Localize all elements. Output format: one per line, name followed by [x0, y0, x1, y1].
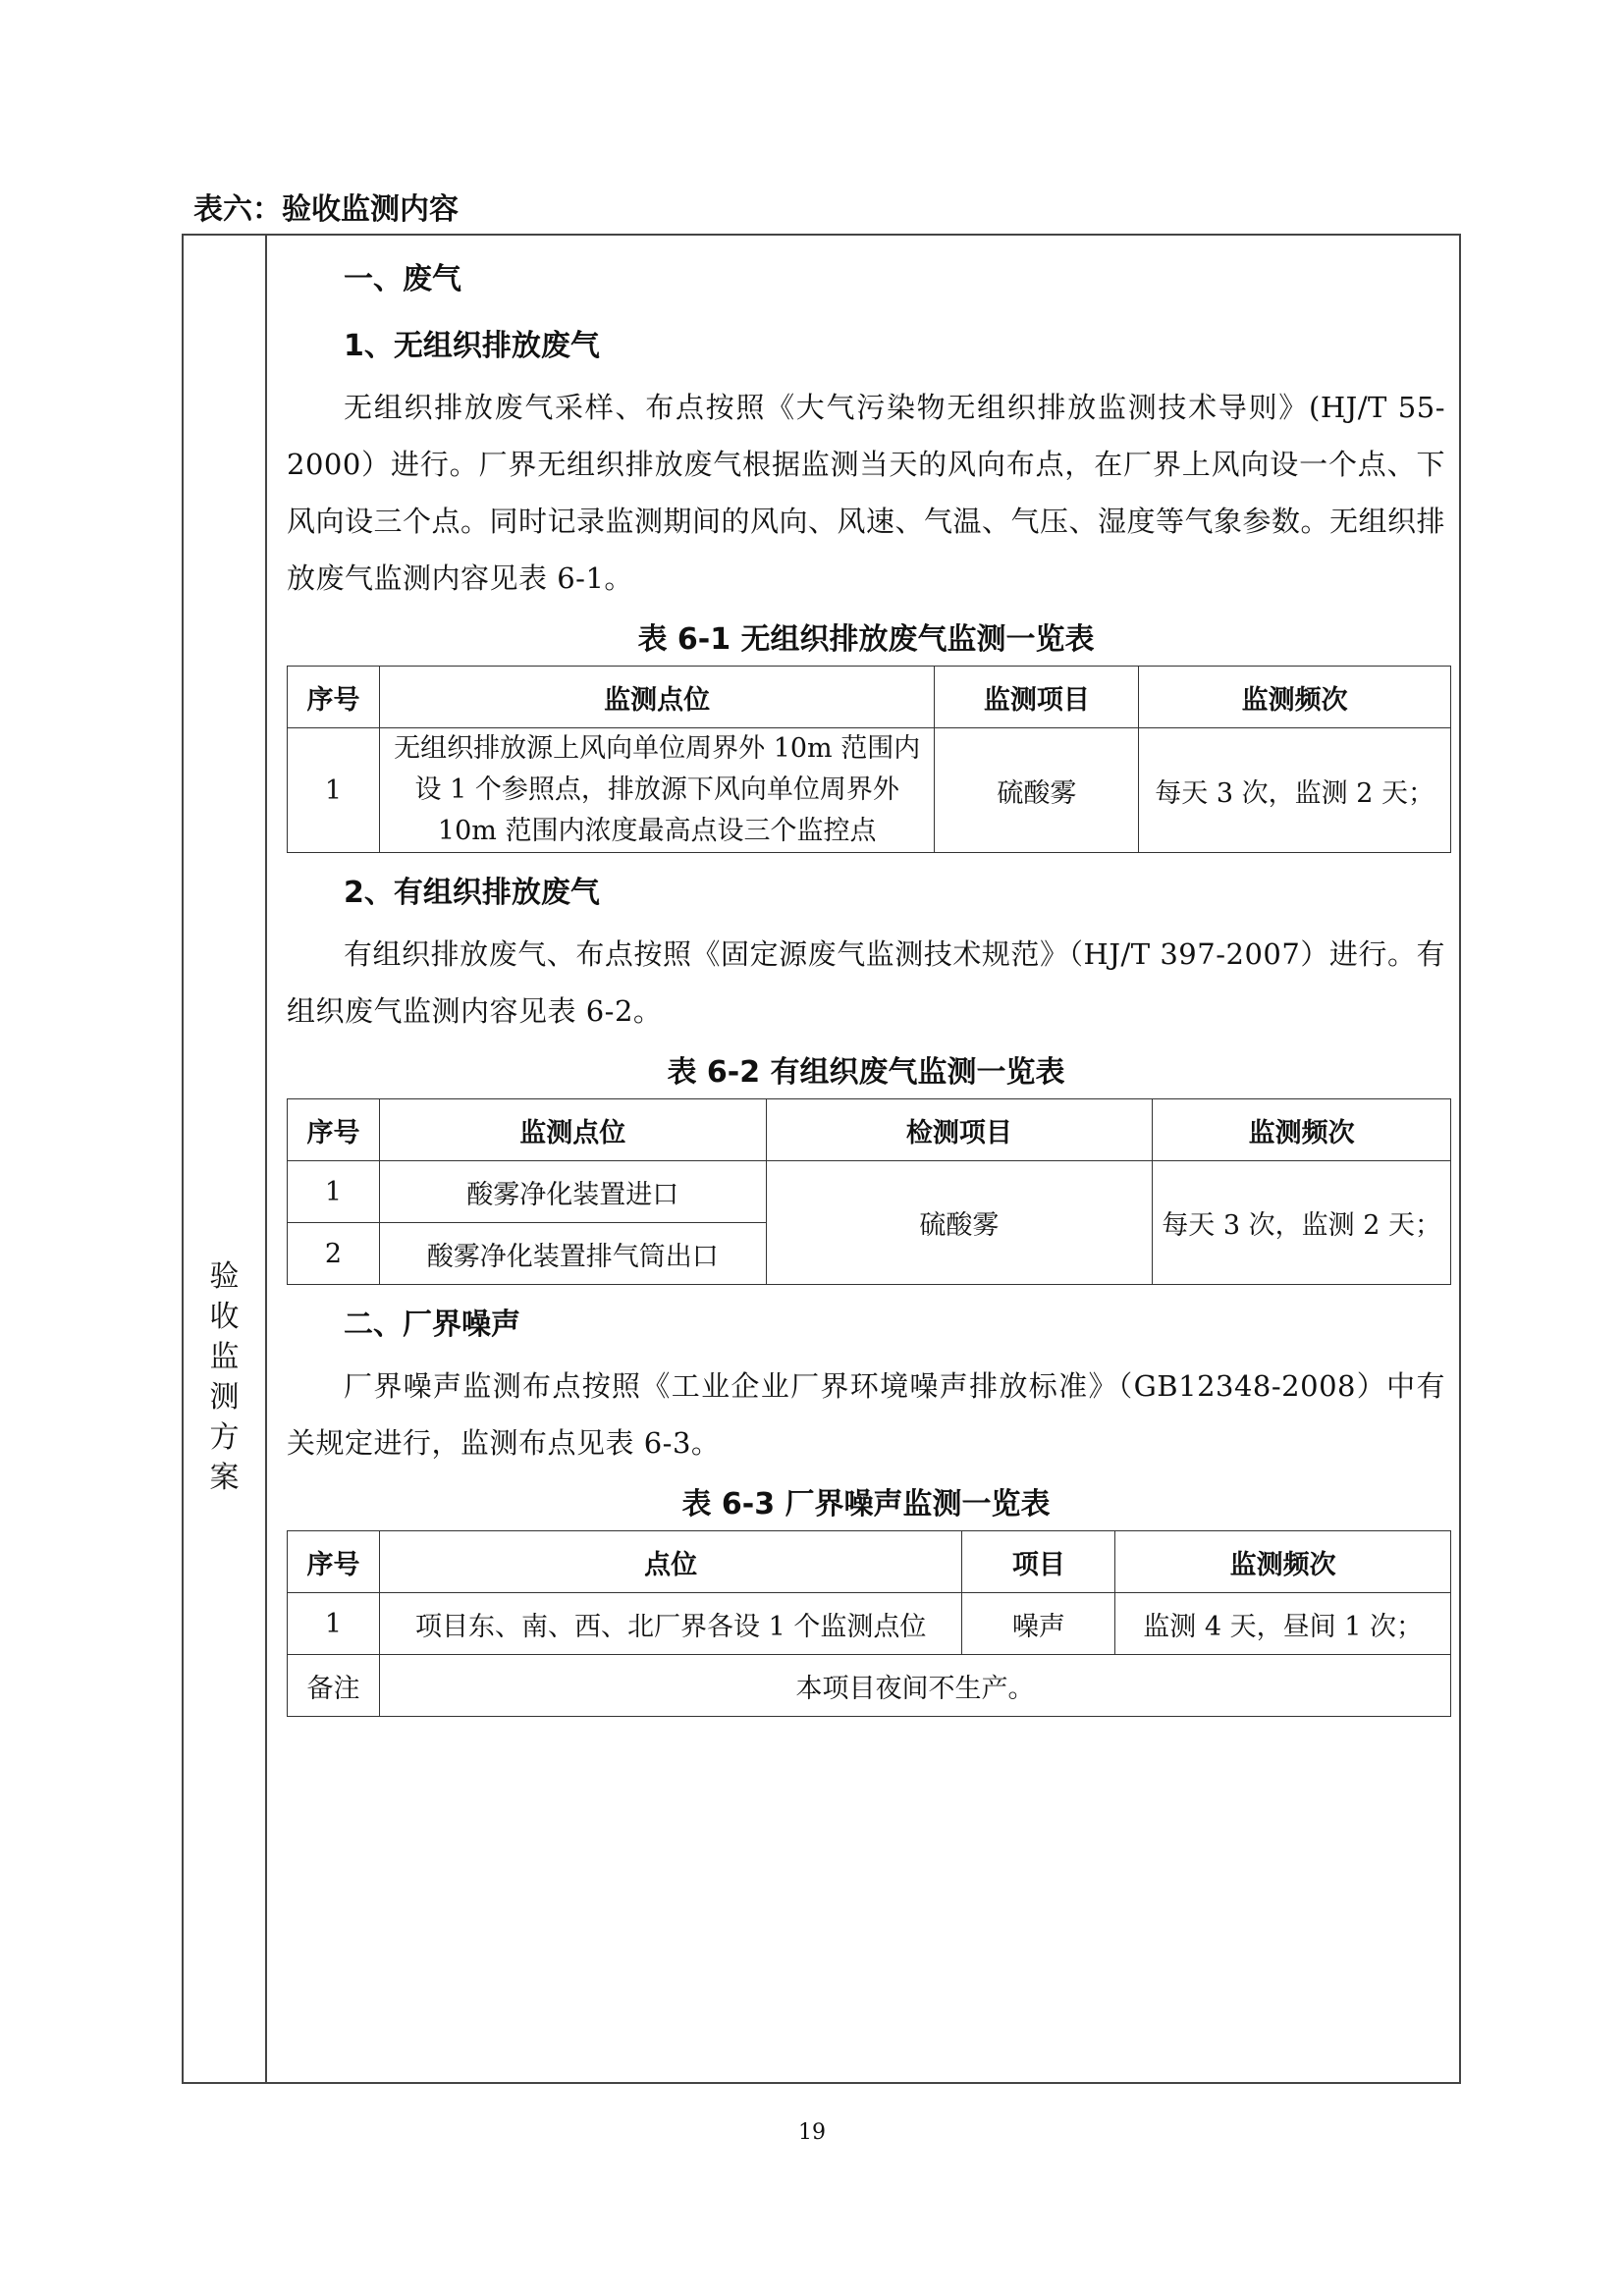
- table-header-row: [288, 1531, 1451, 1593]
- table-6-2-caption: 表 6-2 有组织废气监测一览表: [667, 1055, 1065, 1090]
- side-char: 测: [209, 1380, 240, 1415]
- header-cell: 监测点位: [379, 667, 934, 728]
- table-6-3: [287, 1530, 1451, 1717]
- table-cell: 1: [288, 728, 380, 853]
- content-column: [267, 236, 1459, 2082]
- waste-gas-heading: 一、废气: [344, 262, 461, 296]
- header-cell: 序号: [288, 1099, 380, 1161]
- table-6-1: [287, 666, 1451, 853]
- table-6-3-caption: 表 6-3 厂界噪声监测一览表: [681, 1487, 1051, 1522]
- noise-paragraph: 厂界噪声监测布点按照《工业企业厂界环境噪声排放标准》（GB12348-2008）中有关规定进行，监测布点见表 6-3。: [287, 1369, 1445, 1460]
- header-cell: 序号: [288, 667, 380, 728]
- side-char: 方: [209, 1420, 240, 1455]
- header-cell: 监测项目: [935, 667, 1139, 728]
- table-header-row: [288, 1099, 1451, 1161]
- note-text: 本项目夜间不生产。: [379, 1655, 1450, 1717]
- table-row: [288, 728, 1451, 853]
- table-cell: 无组织排放源上风向单位周界外 10m 范围内设 1 个参照点，排放源下风向单位周界外 10m 范围内浓度最高点设三个监控点: [379, 728, 934, 853]
- table-6-2: [287, 1098, 1451, 1285]
- header-cell: 监测频次: [1115, 1531, 1451, 1593]
- table-note-row: [288, 1655, 1451, 1717]
- side-column: [184, 236, 267, 2082]
- table-header-row: [288, 667, 1451, 728]
- table-cell: 噪声: [962, 1593, 1115, 1655]
- side-char: 案: [209, 1461, 240, 1495]
- table-cell: 1: [288, 1161, 380, 1223]
- fugitive-heading: 1、无组织排放废气: [344, 329, 600, 363]
- header-cell: 监测点位: [379, 1099, 766, 1161]
- side-char: 收: [209, 1300, 240, 1334]
- table-cell: 监测 4 天，昼间 1 次；: [1115, 1593, 1451, 1655]
- table-cell: 2: [288, 1223, 380, 1285]
- table-cell: 酸雾净化装置进口: [379, 1161, 766, 1223]
- monitoring-plan-frame: [182, 234, 1461, 2084]
- organized-heading: 2、有组织排放废气: [344, 876, 600, 910]
- table-row: [288, 1593, 1451, 1655]
- header-cell: 监测频次: [1139, 667, 1451, 728]
- header-cell: 序号: [288, 1531, 380, 1593]
- table-cell: 酸雾净化装置排气筒出口: [379, 1223, 766, 1285]
- header-cell: 项目: [962, 1531, 1115, 1593]
- page-number: 19: [798, 2120, 826, 2145]
- note-label: 备注: [288, 1655, 380, 1717]
- table-cell: 每天 3 次，监测 2 天；: [1153, 1161, 1451, 1285]
- header-cell: 检测项目: [766, 1099, 1153, 1161]
- side-label: [184, 1256, 265, 1498]
- section-title: 表六：验收监测内容: [193, 192, 459, 227]
- noise-heading: 二、厂界噪声: [344, 1308, 520, 1342]
- header-cell: 监测频次: [1153, 1099, 1451, 1161]
- table-row: [288, 1161, 1451, 1223]
- header-cell: 点位: [379, 1531, 961, 1593]
- fugitive-paragraph: 无组织排放废气采样、布点按照《大气污染物无组织排放监测技术导则》(HJ/T 55-2000）进行。厂界无组织排放废气根据监测当天的风向布点，在厂界上风向设一个点、下风向设三个点。同时记录监测期间的风向、风速、气温、气压、湿度等气象参数。无组织排放废气监测内容见表 6-1。: [287, 391, 1446, 595]
- table-cell: 项目东、南、西、北厂界各设 1 个监测点位: [379, 1593, 961, 1655]
- table-cell: 硫酸雾: [935, 728, 1139, 853]
- table-6-1-caption: 表 6-1 无组织排放废气监测一览表: [637, 622, 1095, 657]
- table-cell: 每天 3 次，监测 2 天；: [1139, 728, 1451, 853]
- table-cell: 硫酸雾: [766, 1161, 1153, 1285]
- side-char: 监: [209, 1340, 240, 1374]
- side-char: 验: [209, 1259, 240, 1294]
- table-cell: 1: [288, 1593, 380, 1655]
- organized-paragraph: 有组织排放废气、布点按照《固定源废气监测技术规范》（HJ/T 397-2007）进行。有组织废气监测内容见表 6-2。: [287, 937, 1445, 1028]
